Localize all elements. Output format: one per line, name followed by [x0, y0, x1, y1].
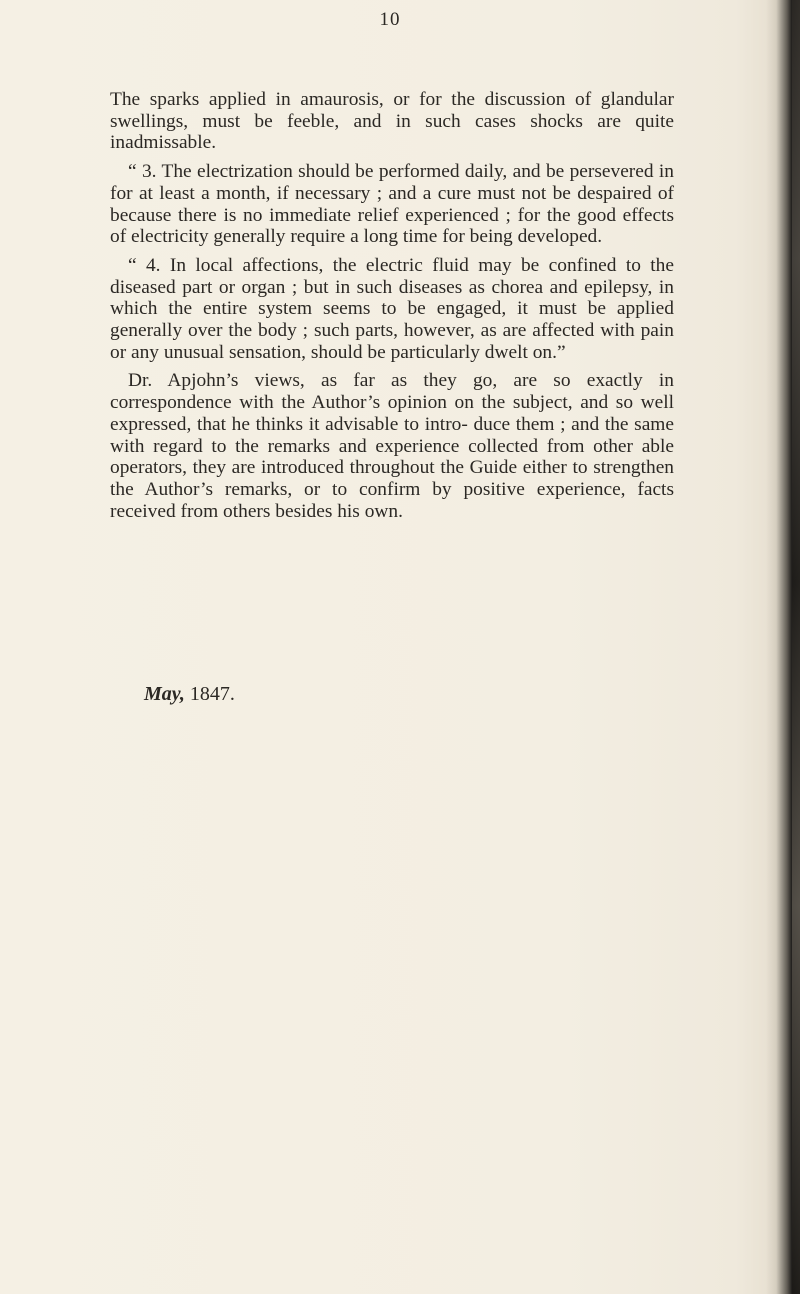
page-number: 10: [379, 9, 401, 30]
page-text: [110, 89, 674, 522]
date-month: May,: [144, 683, 185, 705]
page-binding-edge: [766, 0, 800, 1294]
date-line: [144, 683, 235, 706]
paragraph-2: “ 3. The electrization should be performed daily, and be persevered in for at least a month, if necessary ; and a cure must not be despaired of because there is no immediate relief experienced ; for the good effects of electricity generally require a long time for being developed.: [110, 161, 674, 248]
paragraph-1: The sparks applied in amaurosis, or for the discussion of glandular swellings, must be feeble, and in such cases shocks are quite inadmissable.: [110, 89, 674, 154]
paragraph-4: Dr. Apjohn’s views, as far as they go, are so exactly in correspondence with the Author’s opinion on the subject, and so well expressed, that he thinks it advisable to intro- duce them ; and the same with regard to the remarks and experience collected from other able operators, they are introduced throughout the Guide either to strengthen the Author’s remarks, or to confirm by positive experience, facts received from others besides his own.: [110, 370, 674, 522]
date-year: 1847.: [189, 683, 235, 705]
paragraph-3: “ 4. In local affections, the electric fluid may be confined to the diseased part or organ ; but in such diseases as chorea and epilepsy, in which the entire system seems to be engaged, it must be applied generally over the body ; such parts, however, as are affected with pain or any unusual sensation, should be particularly dwelt on.”: [110, 254, 674, 363]
